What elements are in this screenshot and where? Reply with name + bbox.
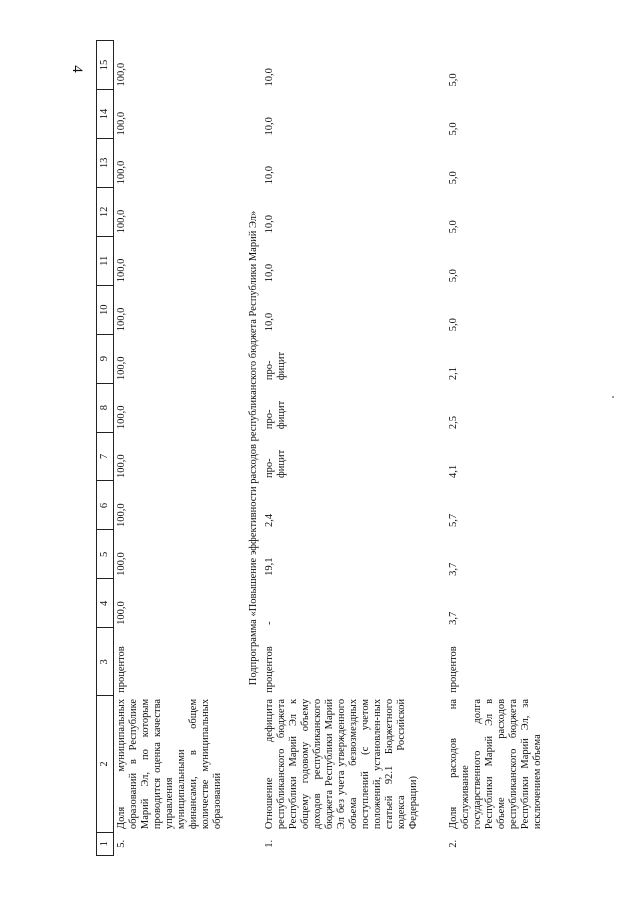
value-cell: 100,0 (116, 209, 127, 234)
row-number: 2. (448, 839, 459, 848)
header-cell: 14 (97, 90, 114, 139)
value-cell: 100,0 (116, 552, 127, 576)
value-cell: 2,1 (448, 367, 459, 381)
header-cell: 4 (97, 579, 114, 628)
unit-cell: процентов (448, 646, 459, 693)
value-cell: 100,0 (116, 405, 127, 430)
value-cell: 10,0 (264, 117, 275, 136)
value-cell: 5,0 (448, 220, 459, 234)
value-cell: 100,0 (116, 356, 127, 381)
value-cell: 5,0 (448, 171, 459, 185)
value-cell: - (264, 621, 275, 625)
header-cell: 12 (97, 187, 114, 236)
header-cell: 2 (97, 696, 114, 832)
value-cell: 100,0 (116, 307, 127, 332)
table-row (114, 41, 247, 856)
value-cell: 2,5 (448, 415, 459, 430)
row-number: 1. (264, 839, 275, 848)
page-number: 4 (69, 65, 85, 73)
indicators-table (96, 40, 546, 856)
value-cell: 5,0 (448, 269, 459, 283)
header-cell: 15 (97, 41, 114, 90)
indicator-name: Доля расходов на обслуживание государственного долга Республики Марий Эл в объеме расходов республиканского бюджета Республики Марий Эл, за исключением объема (448, 698, 543, 830)
value-cell: 3,7 (448, 611, 459, 625)
header-cell: 7 (97, 432, 114, 481)
value-cell: 5,7 (448, 513, 459, 527)
header-cell: 13 (97, 138, 114, 187)
value-cell: 100,0 (116, 258, 127, 283)
value-cell: про-фицит (264, 449, 287, 478)
value-cell: 3,7 (448, 562, 459, 576)
table-row (446, 41, 546, 856)
rotated-table-container (96, 40, 574, 856)
value-cell: 4,1 (448, 464, 459, 478)
header-cell: 11 (97, 236, 114, 285)
header-cell: 8 (97, 383, 114, 432)
header-cell: 5 (97, 530, 114, 579)
value-cell: про-фицит (264, 400, 287, 430)
header-cell: 1 (97, 832, 114, 855)
value-cell: 5,0 (448, 318, 459, 332)
value-cell: 100,0 (116, 454, 127, 478)
value-cell: 19,1 (264, 557, 275, 576)
unit-cell: процентов (116, 646, 127, 693)
value-cell: 100,0 (116, 111, 127, 136)
header-cell: 6 (97, 481, 114, 530)
table-header-row (97, 41, 114, 856)
value-cell: 10,0 (264, 312, 275, 332)
header-cell: 9 (97, 334, 114, 383)
value-cell: 5,0 (448, 73, 459, 87)
unit-cell: процентов (264, 646, 275, 693)
value-cell: 10,0 (264, 68, 275, 87)
value-cell: 100,0 (116, 601, 127, 625)
value-cell: 10,0 (264, 166, 275, 185)
subprogram-row (246, 41, 262, 856)
header-cell: 3 (97, 628, 114, 696)
scan-speck (612, 396, 614, 398)
value-cell: 10,0 (264, 214, 275, 234)
value-cell: 100,0 (116, 62, 127, 87)
subprogram-title: Подпрограмма «Повышение эффективности расходов республиканского бюджета Республики Марий Эл» (248, 210, 259, 686)
indicator-name: Отношение дефицита республиканского бюджета Республики Марий Эл к общему годовому объему доходов республиканского бюджета Республики Марий Эл без учета утвержденного объема безвозмездных поступлений (с учетом положений, установлен-ных статьей 92.1 Бюджетного кодекса Российской Федерации) (264, 698, 419, 830)
value-cell: 100,0 (116, 503, 127, 527)
table-row (262, 41, 446, 856)
value-cell: 10,0 (264, 263, 275, 283)
value-cell: 2,4 (264, 513, 275, 527)
value-cell: 5,0 (448, 122, 459, 136)
row-number: 5. (116, 839, 127, 848)
header-cell: 10 (97, 285, 114, 334)
indicator-name: Доля муниципальных образований в Республике Марий Эл, по которым проводится оценка качества управления муниципальными финансами, в общем количестве муниципальных образований (116, 698, 223, 830)
value-cell: 100,0 (116, 160, 127, 185)
value-cell: про-фицит (264, 351, 287, 381)
